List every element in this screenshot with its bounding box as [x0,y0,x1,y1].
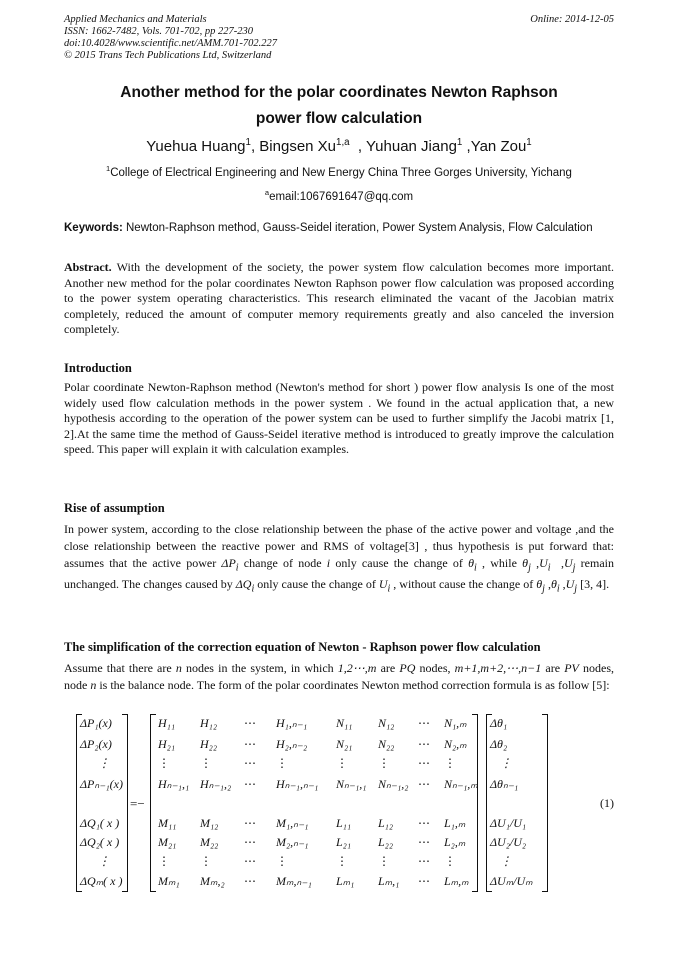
jacobian-entry: Hₙ₋₁,₂ [200,777,232,791]
jacobian-entry: L₂,ₘ [444,835,466,849]
rhs-entry: Δθₙ₋₁ [490,777,519,791]
math-delta-p: ΔP [221,556,236,570]
jacobian-entry: ⋮ [444,854,456,868]
affiliation [64,163,614,207]
lhs-entry: ΔPₙ₋₁(x) [80,777,123,791]
text-run: nodes, node [64,661,615,692]
online-date: Online: 2014-12-05 [530,14,614,25]
lhs-entry: ΔP₁(x) [80,716,112,730]
math-n: n [175,661,182,675]
copyright-line: © 2015 Trans Tech Publications Ltd, Switzerland [64,50,272,61]
correction-equation [72,714,614,894]
jacobian-entry: Nₙ₋₁,ₘ [444,777,478,791]
jacobian-entry: ⋯ [244,874,256,888]
jacobian-entry: M₁,ₙ₋₁ [276,816,309,830]
text-run: nodes in the system, in which [181,661,338,675]
jacobian-entry: ⋯ [244,716,256,730]
affiliation-text: College of Electrical Engineering and New Energy China Three Gorges University, Yichang [110,167,572,179]
jacobian-entry: Hₙ₋₁,₁ [158,777,190,791]
math-sub: i [556,583,560,595]
rhs-entry: ΔUₘ/Uₘ [490,874,533,888]
author-name: Bingsen Xu [259,138,337,155]
introduction-heading: Introduction [64,361,132,375]
jacobian-entry: H₁,ₙ₋₁ [276,716,308,730]
jacobian-entry: ⋯ [418,835,430,849]
jacobian-entry: Hₙ₋₁,ₙ₋₁ [276,777,319,791]
title-line-2: power flow calculation [255,110,423,127]
jacobian-entry: Mₘ,₂ [200,874,225,888]
jacobian-entry: L₁,ₘ [444,816,466,830]
lhs-entry: ΔQ₂( x ) [80,835,120,849]
author-name: Yuhuan Jiang [366,138,457,155]
math-u: U [563,556,573,570]
jacobian-entry: H₂₁ [158,737,176,751]
jacobian-entry: H₁₁ [158,716,176,730]
math-sub: i [235,562,239,574]
keywords [64,221,614,235]
jacobian-entry: ⋮ [158,854,170,868]
text-run: , without cause the change of [390,577,537,592]
abstract-label: Abstract. [64,260,112,274]
lhs-entry: ΔP₂(x) [80,737,112,751]
author-name: Yuehua Huang [146,138,246,155]
jacobian-entry: ⋯ [244,854,256,868]
math-n: n [90,678,97,692]
matrix-right-bracket [472,714,478,892]
jacobian-entry: M₁₂ [200,816,219,830]
jacobian-entry: ⋮ [276,756,288,770]
author-sep: , [462,138,471,155]
jacobian-entry: N₂₂ [378,737,395,751]
jacobian-entry: ⋯ [244,777,256,791]
jacobian-entry: H₁₂ [200,716,218,730]
abstract-text: With the development of the society, the power system flow calculation becomes more important. Another new method for the polar coordinates Newton Raphson power flow calculation was proposed according to the power system operating characteristics. This research eliminated the vacant of the Jacobian matrix completely, reduced the amount of computer memory requirements greatly and also canceled the inversion completely. [64,260,615,336]
jacobian-entry: ⋮ [336,756,348,770]
jacobian-entry: M₂,ₙ₋₁ [276,835,309,849]
jacobian-entry: ⋯ [418,737,430,751]
introduction-text: Polar coordinate Newton-Raphson method (Newton's method for short ) power flow analysis Is one of the most widely used flow calculation methods in the power system . We found in the actual application that, a new hypothesis according to the operation of the power system can be used to further simplify the Jacobi matrix [1, 2].At the same time the method of Gauss-Seidel iterative method is introduced to greatly improve the calculation speed. This paper will explain it with calculation examples. [64,380,614,456]
math-sub: i [387,583,391,595]
math-u: U [539,556,548,570]
jacobian-entry: ⋮ [200,854,212,868]
jacobian-entry: ⋯ [418,816,430,830]
jacobian-entry: ⋯ [418,854,430,868]
email-line [64,187,614,207]
jacobian-entry: ⋯ [244,756,256,770]
jacobian-entry: L₂₁ [336,835,352,849]
math-pv: PV [564,661,579,675]
abstract [64,260,614,338]
jacobian-entry: ⋮ [444,756,456,770]
jacobian-entry: Mₘ₁ [158,874,180,888]
jacobian-entry: Lₘ₁ [336,874,355,888]
jacobian-entry: ⋯ [418,716,430,730]
lhs-entry: ⋮ [98,756,110,770]
lhs-entry: ΔQ₁( x ) [80,816,120,830]
jacobian-entry: H₂₂ [200,737,218,751]
math-sub: i [251,583,255,595]
paper-title [64,80,614,132]
text-run: change of node [238,556,327,570]
author-sup: 1 [456,137,463,148]
equals-minus: =− [130,796,145,811]
jacobian-entry: N₁,ₘ [444,716,467,730]
math-theta: θ [550,577,557,592]
author-sep: , [349,138,366,155]
jacobian-entry: ⋮ [200,756,212,770]
jacobian-entry: L₂₂ [378,835,394,849]
author-sup: 1 [526,137,532,148]
jacobian-entry: ⋯ [244,737,256,751]
math-sub: j [574,583,578,595]
jacobian-entry: ⋯ [418,874,430,888]
rhs-entry: ΔU₁/U₁ [490,816,527,830]
journal-name: Applied Mechanics and Materials [64,14,207,25]
rhs-right-bracket [542,714,548,892]
jacobian-entry: N₂₁ [336,737,353,751]
math-theta: θ [468,556,475,570]
jacobian-entry: H₂,ₙ₋₂ [276,737,308,751]
jacobian-entry: M₁₁ [158,816,177,830]
math-theta: θ [522,556,529,570]
text-run: only cause the change of [330,556,469,570]
jacobian-entry: ⋮ [276,854,288,868]
text-run: Assume that there are [64,661,176,675]
keywords-text: Newton-Raphson method, Gauss-Seidel iteration, Power System Analysis, Flow Calculation [126,222,593,234]
lhs-entry: ΔQₘ( x ) [80,874,123,888]
assumption-text: In power system, according to the close relationship between the phase of the active power and voltage ,and the close relationship between the reactive power and RMS of voltage[3] , thus hypothesis is put forward that: assumes that the active power $\Delta P_i$ change of node i only cause the change of $\theta_i$ , while $\theta_j$ $,U_i$ $,U_j$ remain unchanged. The changes caused by $\Delta Q_i$ only cause the change of $U_i$ , without cause the change of $\theta_j$ $,\theta_i$ $,U_j$ [3, 4]. [64,522,614,595]
equation-number: (1) [600,796,614,810]
lhs-entry: ⋮ [98,854,110,868]
jacobian-entry: ⋮ [158,756,170,770]
lhs-right-bracket [122,714,128,892]
author-name: Yan Zou [470,138,527,155]
text-run: nodes, [415,661,455,675]
math-sub: j [542,583,545,595]
math-sub: i [474,562,477,574]
text-run: In power system, according to the close relationship between the phase of the active power and voltage ,and the close relationship between the reactive power and RMS of voltage[3] , thus hypothesis is put forward that: assumes that the active power [64,522,614,570]
author-list [64,137,614,157]
text-run: , while [476,556,523,570]
rhs-entry: ΔU₂/U₂ [490,835,527,849]
jacobian-entry: ⋯ [244,835,256,849]
email-text: email:1067691647@qq.com [269,191,414,203]
jacobian-entry: Nₙ₋₁,₁ [336,777,367,791]
doi-line: doi:10.4028/www.scientific.net/AMM.701-702.227 [64,38,277,49]
jacobian-entry: L₁₂ [378,816,394,830]
math-sub: j [572,562,576,574]
author-sep: , [250,138,260,155]
math-range: 1,2⋯,m [337,661,377,675]
text-run: is the balance node. The form of the polar coordinates Newton method correction formula is as follow [5]: [96,678,610,692]
math-range: m+1,m+2,⋯,n−1 [454,661,542,675]
jacobian-entry: M₂₁ [158,835,177,849]
text-run: are [541,661,565,675]
affiliation-sup: 1 [106,164,111,174]
text-run: [3, 4]. [577,577,610,592]
jacobian-entry: ⋯ [418,777,430,791]
keywords-label: Keywords: [64,222,123,234]
jacobian-entry: Lₘ,₁ [378,874,400,888]
math-pq: PQ [399,661,416,675]
simplification-heading: The simplification of the correction equation of Newton - Raphson power flow calculation [64,640,541,654]
title-line-1: Another method for the polar coordinates Newton Raphson [120,84,558,101]
rhs-entry: Δθ₁ [490,716,508,730]
jacobian-entry: Nₙ₋₁,₂ [378,777,409,791]
affiliation-line [64,163,614,183]
rhs-entry: ⋮ [500,756,512,770]
text-run: remain unchanged. The changes caused by [64,556,614,592]
jacobian-entry: L₁₁ [336,816,352,830]
author-sup: 1 [245,137,251,148]
math-i: i [326,556,331,570]
assumption-heading: Rise of assumption [64,501,165,515]
text-run: are [376,661,400,675]
jacobian-entry: Lₘ,ₘ [444,874,469,888]
math-theta: θ [536,577,543,592]
jacobian-entry: ⋮ [378,756,390,770]
simplification-text [64,660,614,694]
jacobian-entry: ⋯ [418,756,430,770]
math-u: U [378,577,388,592]
journal-header [64,14,614,62]
issn-line: ISSN: 1662-7482, Vols. 701-702, pp 227-230 [64,26,253,37]
jacobian-entry: N₁₁ [336,716,353,730]
jacobian-entry: ⋮ [336,854,348,868]
jacobian-entry: ⋮ [378,854,390,868]
jacobian-entry: N₂,ₘ [444,737,467,751]
rhs-entry: ⋮ [500,854,512,868]
math-sub: j [528,562,531,574]
jacobian-entry: N₁₂ [378,716,395,730]
math-u: U [565,577,575,592]
text-run: only cause the change of [254,577,379,592]
rhs-entry: Δθ₂ [490,737,508,751]
math-delta-q: ΔQ [235,577,252,592]
matrix-left-bracket [150,714,156,892]
author-sup: 1,a [336,137,350,148]
jacobian-entry: M₂₂ [200,835,219,849]
jacobian-entry: Mₘ,ₙ₋₁ [276,874,312,888]
jacobian-entry: ⋯ [244,816,256,830]
email-sup: a [264,188,270,198]
math-sub: i [547,562,551,574]
